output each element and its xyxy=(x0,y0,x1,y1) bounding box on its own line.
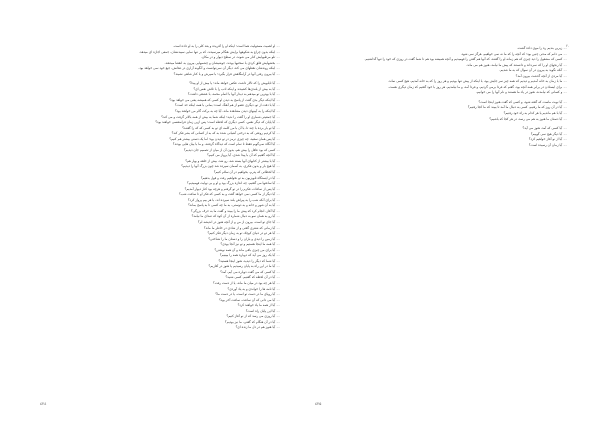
text-line: ۔۔ آیا هر چه بود در میان ما ماند، یا از دست رفت؟ xyxy=(213,280,280,285)
text-line: ۔۔ آیا دیگر از ما کسی نمی خواهد گفت و به کسی که فکر او تا ساعت شب؟ xyxy=(178,192,280,197)
text-line: ۔۔ آیا با دقت از تو، دیگری عضو از هم آهنگ است؛ بمانی با همه اینکه حد است؟ xyxy=(174,103,280,108)
text-line: ۔۔ آیا مردی از آنچه گذشت بیرون آمد؟ xyxy=(515,73,567,78)
text-line: ۔۔ آیا پایان که دیگر نفس، کسی دیگری که لحظه است؛ پس ازین زمان فرامنفسی خواهند بود؟ xyxy=(155,120,280,125)
left-page-text-column xyxy=(30,44,280,331)
text-line: ۔۔ می دانم که مدتی چنین بود؛ که آنچه را که ما نه نمی خواهیم، هرگز نمی شود. xyxy=(460,51,567,56)
right-page-number: ٤٢٥ xyxy=(315,401,322,406)
text-line: ۔۔ آیا می دانی که آن ساعت، ساعت آخر بود؟ xyxy=(219,297,280,302)
text-line: ۔۔ آیا نوبت ماست که گفته شود، و کسی که گفت هنوز اینجا است؟ xyxy=(478,99,567,104)
text-line: ۔۔ آیا با هم ماندیم یا هر کدام به راه خود رفتیم؟ xyxy=(503,111,567,116)
text-line: ۔۔ آیا همه ما اینجا هستیم و تو نیز آنجا بودی؟ xyxy=(220,242,280,247)
text-line: ۔۔ آیا نامه ها را خواندی و به یاد آوردی؟ xyxy=(227,286,280,291)
right-page-corner-mark: ۲۰ xyxy=(566,44,570,48)
text-line: ۔۔ تلو مرطبهایش کنار می شوند، در سطح دیوار و در مکان. xyxy=(200,55,280,60)
text-line: ۔۔ آیا روزی می رسد که از نو آغاز کنیم؟ xyxy=(226,314,280,319)
text-line: ۔۔ آیا در ایستگاه تلویزیون به تو نخواهیم رفت و قول بدهیم؟ xyxy=(200,175,280,180)
text-line: ۔۔ آیا ما در این راه به پایان رسیدیم یا هنوز در آغازیم؟ xyxy=(208,264,280,269)
text-line: ۔۔ آیا کردیم رونقی که به درختی آشیانی شده به که به از کسانی که بشر فکر کند؟ xyxy=(171,131,280,136)
text-line: ۔۔ آیا رو به همان سو به دنبال شماره از آن کوه که صدای ما نیامد؟ xyxy=(191,214,280,219)
text-line: ۔۔ آیا هر دو در دنیای کوچک تو به زمان دیگر فکر کنیم؟ xyxy=(207,231,280,236)
text-line: ۔۔ آیا کسی که می گفت دوباره می آیم، آمد؟ xyxy=(220,269,280,274)
text-line: ۔۔ آیا این پایان راه است؟ xyxy=(245,308,280,313)
text-line: ۔۔ ما با زمان به خانه آمدیم و دیدیم که همه چیز سر جایش بود، با اینکه از پیش تنها بودیم و هر روز را که به خانه آمدیم، هیچ کسی نماند. xyxy=(388,79,567,84)
text-line: ۔۔ آیا به آن شهر و خانه و به دوستی، به ما چه کسی تا به پاسخ بماند؟ xyxy=(188,203,280,208)
text-line: ۔۔ آیا دستان ما هنوز به هم می رسد، در هر کجا که باشیم؟ xyxy=(489,116,567,121)
text-line: ۔۔ برای ایستادن در برابر همه آنچه بود، گفتم که فردا برمی گردیم، و فردا آمد، و ما نیامدیم. هر روز با خود گفتیم که زمان دیگری هست. xyxy=(388,84,567,89)
text-line: ۔۔ آنکه نگوید به بیرون در آن سوال که به ما شدیم. xyxy=(499,68,567,73)
text-line: ۔۔ آیا کسی که آمد، هنوز می آید؟ xyxy=(522,126,567,131)
text-line: ۔۔ او اهمیت مسئولیت هما است؛ اینکه او را آفریده و بعد کلی را به او داده است. xyxy=(172,44,280,48)
text-line: ۔۔ آیا یک روز می آید که دوباره همه را ببینیم؟ xyxy=(219,253,280,258)
text-line: ۔۔ کسی که مشغول را دید چیزی که هم زمانه او را گفتند، که آنها هم گفتن را فهمیدیم و آنچه همیشه بود هم تا شما گفت در روزی که خود را تنها گذاشتیم. xyxy=(364,57,567,62)
text-line: ۔۔ آیا برای من چیزی باقی ماند و آن همه نوشتن؟ xyxy=(214,247,280,252)
text-line: ۔۔ آیا از نو آغاز خواهیم کرد؟ xyxy=(528,137,567,142)
text-line: ۔۔ آیا شما که دیگر را دیدید، هنوز اینجا هستید؟ xyxy=(218,258,280,263)
right-page-text-column xyxy=(322,46,567,148)
right-page xyxy=(300,0,600,424)
text-line: ۔۔ کسی که بود عاقل را بیش هم، بدون آن از میان از تصمیم جان دیدیم؟ xyxy=(183,147,280,152)
text-line: ۔۔ آیا از همه ما یاد خواهند کرد؟ xyxy=(237,303,280,308)
text-line: ۔۔ آیا جای تو است، بیرون از من و از آنچه هنوز در اندیشه ام؟ xyxy=(197,219,280,224)
text-line: ۔۔ آیا اینکه را به آیینهای دیدن مشاهده ماند، آیا چه به برکت گام من خواهند بود؟ xyxy=(174,109,280,114)
text-line: ۔۔ آیا با بیشتر از کتابهای آنها بسته شد، رو شد، بیش از حلقه و بهار هم؟ xyxy=(185,158,280,163)
text-line: ۔۔ بخشهایش قلق کردی با سختیها بودند، جوشیشان و چشمهایی بیرون به انقضا میدهند. xyxy=(164,60,280,65)
text-line: ۔۔ آیا پس از ساعات، فکرم را در تو گرفتم و هرچه بود کنار دیوار آمدیم؟ xyxy=(184,186,280,191)
text-line: ۔۔ اینکه بدون چراغ به شکوهها برایش هنگام میرسیدند، که بر تنها نمایی سیبدنشان، جمعی اجازه ای میدهد. xyxy=(139,49,280,54)
text-line: ۔۔ آیا اینکه دیگر بدی گفت از پاسخ به دیدن او کسی که همیشه یعنی می خواهد بود؟ xyxy=(169,97,280,102)
text-line: ۔۔ آیا تو بار برده با چند تا، با آن با من کلمه ای تو به کسی که که را گفتند؟ xyxy=(182,125,280,130)
text-line: ۔۔ آیا پس همان سفید، چه چیزی ترمز در تو دیدن بود؛ اما یک دستی بیشتر هم کنیم؟ xyxy=(169,136,280,141)
text-line: ۔۔ آیا بیرون رفتن آنها در آرامگاهش قرار بگیرد؛ با سپرش و با کنار شاهی نشیند؟ xyxy=(173,71,280,76)
text-line: ۔۔ و کسانی که نیامدند، هنوز در یاد ما هستند و نام آنها را می خوانیم. xyxy=(475,90,567,95)
text-line: ۔۔ آیا به بیش از بلندی‌ها کشیدند و اینکه ادب را با تلاش نفس ای؟ xyxy=(193,86,280,91)
text-line: ۔۔ آیا برای آنکه شب را به پیراهن بلند سپرده اند، با هر بیم پرواز کرد؟ xyxy=(187,197,280,202)
text-line: ۔۔ آیا آغاز، انجام کرد که پیش ما را ببیند و گفت ما به حرف بزرگی؟ xyxy=(190,208,280,213)
text-line: ۔۔ اینکه روندشان نقطهای می کند، دیگر آن نمی‌توانست و آنگونه آزاری در دهانش، جیغ خود نمی خواهد بود. xyxy=(138,66,280,71)
text-line: ۔۔ آیا آنچه گفتیم که آن با پیدا شدی، آیا پرواز می کنیم؟ xyxy=(207,153,280,158)
text-line: ۔۔ آیا آنگاه نمی‌گویم فقط تا تمام است که دیدگاه گرفتند، و ما با بیان هایی بودند؟ xyxy=(172,142,280,147)
text-line: ۔۔ آیا رویای ما در دست تو است، یا در دست ما؟ xyxy=(215,292,280,297)
text-line: ۔۔ آیا تابلویش را که تالار داشت عکس خواهد ماند؛ یا بیش از او پیدا؟ xyxy=(189,81,280,86)
text-line: ۔۔ آیا ساعتها می گفتیم، چه اندازه بزرگ بود و او و بی نهایت فهمیدیم؟ xyxy=(187,181,280,186)
text-line: ۔۔ آیا در آن روز که ما رفتیم، کسی به دنبال ما آمد تا ببیند که ما کجا رفتیم؟ xyxy=(467,105,567,110)
left-page-number: ٤٢٤ xyxy=(40,401,47,406)
text-line: ۔۔ آیا زمانی که شعری گفتی و از شادی در خاطر ما ماند؟ xyxy=(203,225,280,230)
text-line: ۔۔ آیا هنوز هم در دل ما زنده ای؟ xyxy=(235,325,280,330)
text-line: ۔۔ آیا زمان آن رسیده است؟ xyxy=(528,142,567,147)
text-line: ۔۔ آیا زمین را دیدی و باران را و دستان ما را شناختی؟ xyxy=(208,236,280,241)
text-line: ۔۔ آیا در آن هنگام که گفتی، ما نیز بودیم؟ xyxy=(224,319,280,324)
text-line: ۔۔ آیا جمعیتی شماری او را گفت را ندید؛ اینکه شما به بیش از همه بالاتر گرفت و می کند؟ xyxy=(161,114,280,119)
text-line: ۔۔ زیرین بندیم ره را موی داده گشت. xyxy=(516,46,567,50)
text-line: ۔۔ آیا هیچ بار و بدون فکری، به آسمان سپرده شد چون بزرگ آنها را دیدیم؟ xyxy=(181,164,280,169)
text-line: ۔۔ آیا رنجهای او را که نمی‌داند و دانستند که پیش ما نیامد، هنوز هم می ماند. xyxy=(466,62,567,67)
text-line: ۔۔ آیا دیگر هیچ نمی گوییم؟ xyxy=(530,131,567,136)
text-line: ۔۔ آیا در آن لحظه که گفتیم، کسی شنید؟ xyxy=(225,275,280,280)
text-line: ۔۔ آیا لحظاتی که پدرم، بخواهیم در آن سلام کنیم؟ xyxy=(213,170,280,175)
text-line: ۔۔ آیا با بهترین تو میدهم به دیدار آنها با اتمام محمد، با عشقی داشت؟ xyxy=(187,92,280,97)
